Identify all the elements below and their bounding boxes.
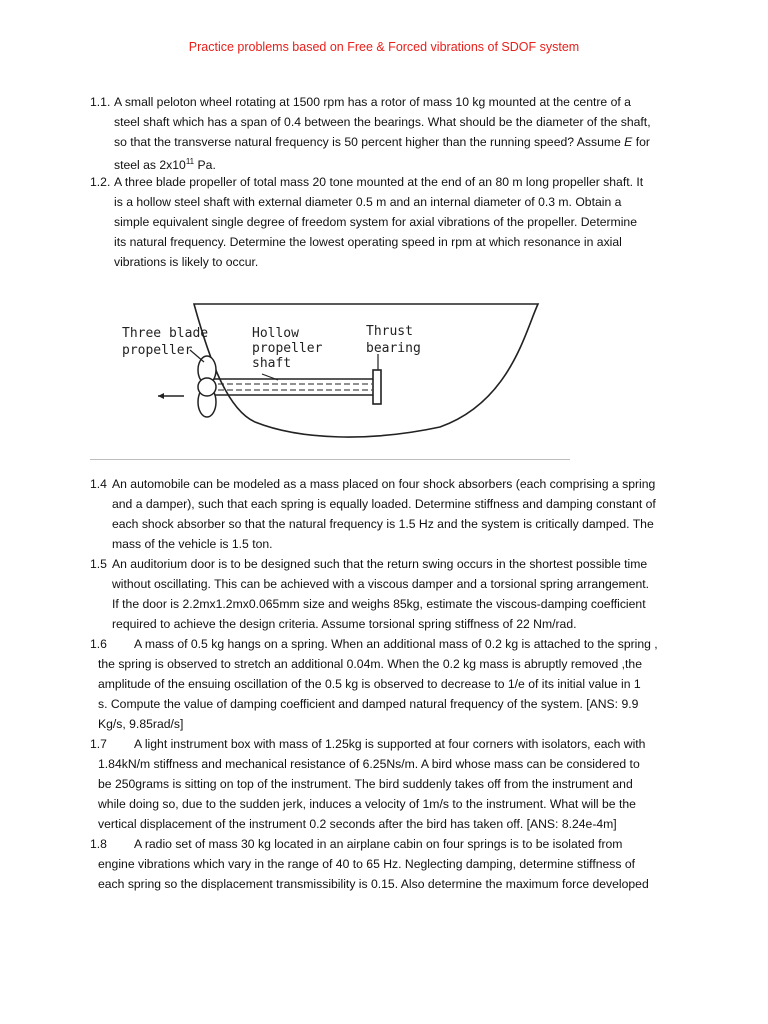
problem-line: be 250grams is sitting on top of the instrument. The bird suddenly takes off from the instrument and xyxy=(98,777,633,791)
problem-line: so that the transverse natural frequency is 50 percent higher than the running speed? Assume E for xyxy=(114,135,650,149)
problem-line: An auditorium door is to be designed such that the return swing occurs in the shortest possible time xyxy=(112,557,648,571)
problem-line: its natural frequency. Determine the lowest operating speed in rpm at which resonance in axial xyxy=(114,235,622,249)
problem-line: If the door is 2.2mx1.2mx0.065mm size and weighs 85kg, estimate the viscous-damping coefficient xyxy=(112,597,646,611)
problem-line: while doing so, due to the sudden jerk, induces a velocity of 1m/s to the instrument. What will be the xyxy=(98,797,636,811)
symbol-E: E xyxy=(624,135,633,149)
problem-line: A mass of 0.5 kg hangs on a spring. When an additional mass of 0.2 kg is attached to the spring , xyxy=(134,637,658,651)
problem-line: amplitude of the ensuing oscillation of the 0.5 kg is observed to decrease to 1/e of its initial value in 1 xyxy=(98,677,641,691)
problem-line: vibrations is likely to occur. xyxy=(114,255,259,269)
figure-label: bearing xyxy=(366,341,421,356)
thrust-bearing xyxy=(373,370,381,404)
problem-line: and a damper), such that each spring is equally loaded. Determine stiffness and damping constant of xyxy=(112,497,656,511)
problem-line: each spring so the displacement transmissibility is 0.15. Also determine the maximum force developed xyxy=(98,877,649,891)
problem-line: An automobile can be modeled as a mass placed on four shock absorbers (each comprising a spring xyxy=(112,477,656,491)
problem-number: 1.8 xyxy=(90,837,107,851)
problem-1-5 xyxy=(90,554,690,634)
problem-line: A light instrument box with mass of 1.25kg is supported at four corners with isolators, each with xyxy=(134,737,646,751)
problem-line: steel shaft which has a span of 0.4 between the bearings. What should be the diameter of the shaft, xyxy=(114,115,651,129)
divider xyxy=(90,459,570,460)
figure-label: propeller xyxy=(122,343,193,358)
propeller-hub xyxy=(198,378,216,396)
figure-label: Hollow xyxy=(252,326,299,341)
problem-line: A three blade propeller of total mass 20 tone mounted at the end of an 80 m long propeller shaft. It xyxy=(114,175,644,189)
problem-line: simple equivalent single degree of freedom system for axial vibrations of the propeller. Determine xyxy=(114,215,637,229)
problem-number: 1.5 xyxy=(90,557,107,571)
page-title: Practice problems based on Free & Forced vibrations of SDOF system xyxy=(188,40,580,54)
problem-line: without oscillating. This can be achieved with a viscous damper and a torsional spring arrangement. xyxy=(112,577,649,591)
problem-line: the spring is observed to stretch an additional 0.04m. When the 0.2 kg mass is abruptly removed ,the xyxy=(98,657,642,671)
problem-1-8 xyxy=(90,834,690,894)
exponent: 11 xyxy=(185,157,195,166)
figure-label: propeller xyxy=(252,341,323,356)
problem-1-7 xyxy=(90,734,690,834)
figure-label: Three blade xyxy=(122,326,209,341)
problem-number: 1.7 xyxy=(90,737,107,751)
problem-line: Kg/s, 9.85rad/s] xyxy=(98,717,184,731)
problem-line: 1.84kN/m stiffness and mechanical resistance of 6.25Ns/m. A bird whose mass can be considered to xyxy=(98,757,640,771)
problem-line: mass of the vehicle is 1.5 ton. xyxy=(112,537,273,551)
problem-line: required to achieve the design criteria. Assume torsional spring stiffness of 22 Nm/rad. xyxy=(112,617,577,631)
figure-label: shaft xyxy=(252,356,292,371)
problem-1-2 xyxy=(90,172,690,272)
problem-1-1 xyxy=(90,92,690,182)
propeller-shaft-figure xyxy=(110,292,550,452)
problem-1-4 xyxy=(90,474,690,554)
problem-number: 1.4 xyxy=(90,477,107,491)
problem-line: s. Compute the value of damping coefficient and damped natural frequency of the system. [ANS: 9.9 xyxy=(98,697,639,711)
problem-line: engine vibrations which vary in the range of 40 to 65 Hz. Neglecting damping, determine stiffness of xyxy=(98,857,636,871)
figure-label: Thrust xyxy=(366,324,413,339)
problem-line: each shock absorber so that the natural frequency is 1.5 Hz and the system is critically damped. The xyxy=(112,517,654,531)
problem-number: 1.2. xyxy=(90,175,111,189)
problem-line: is a hollow steel shaft with external diameter 0.5 m and an internal diameter of 0.3 m. Obtain a xyxy=(114,195,622,209)
problem-line: A small peloton wheel rotating at 1500 rpm has a rotor of mass 10 kg mounted at the centre of a xyxy=(114,95,631,109)
problem-1-6 xyxy=(90,634,690,734)
problem-number: 1.1. xyxy=(90,95,111,109)
problem-line: A radio set of mass 30 kg located in an airplane cabin on four springs is to be isolated from xyxy=(134,837,623,851)
problem-number: 1.6 xyxy=(90,637,107,651)
problem-line: vertical displacement of the instrument 0.2 seconds after the bird has taken off. [ANS: 8.24e-4m] xyxy=(98,817,617,831)
problem-line: steel as $2x10^{11}$ Pa. xyxy=(114,157,216,173)
